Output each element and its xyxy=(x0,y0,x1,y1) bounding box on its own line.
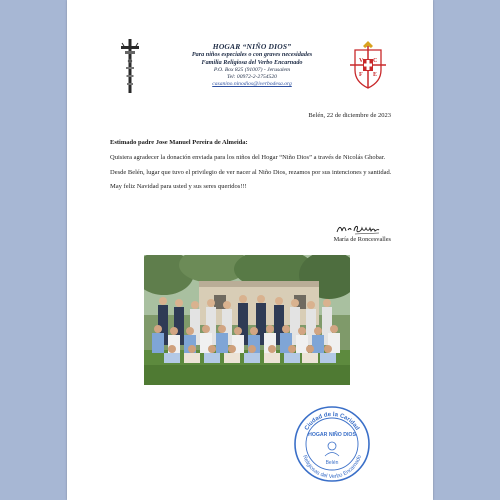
crest-letter-v: V xyxy=(359,58,364,64)
stamp-figure-icon xyxy=(325,442,339,456)
letter-page xyxy=(67,0,433,500)
crest-logo-icon xyxy=(347,40,389,90)
letterhead xyxy=(162,42,342,88)
svg-text:Ciudad de la Caridad xyxy=(304,412,360,432)
crest-letter-e: E xyxy=(373,72,378,78)
letter-paragraph: Quisiera agradecer la donación enviada para los niños del Hogar “Niño Dios” a través de Nicolás Ghobar. xyxy=(110,153,386,161)
institution-stamp xyxy=(292,404,372,484)
handwritten-signature xyxy=(335,222,381,236)
letterhead-congregation: Familia Religiosa del Verbo Encarnado xyxy=(201,59,303,67)
stamp-outer-text: Ciudad de la Caridad xyxy=(304,411,360,432)
signer-name: María de Roncesvalles xyxy=(333,236,391,243)
crest-letter-c: C xyxy=(373,58,378,64)
letterhead-po-box: P.O. Box 825 (91007) - Jerusalem xyxy=(213,66,291,73)
letterhead-subtitle: Para niños especiales o con graves necesidades xyxy=(191,51,313,59)
stamp-inner-text: HOGAR NIÑO DIOS xyxy=(308,432,356,438)
letter-paragraph: May feliz Navidad para usted y sus seres queridos!!! xyxy=(110,183,247,191)
group-photo xyxy=(144,255,350,385)
letterhead-title: HOGAR “NIÑO DIOS” xyxy=(212,42,292,51)
stamp-place-text: Belén xyxy=(325,460,339,466)
letter-date: Belén, 22 de diciembre de 2023 xyxy=(308,112,391,119)
letter-paragraph: Desde Belén, lugar que tuvo el privilegio de ver nacer al Niño Dios, rezamos por sus intenciones y santidad. xyxy=(110,168,392,176)
letterhead-phone: Tel: 00972-2-2754520 xyxy=(227,73,277,80)
cross-logo-icon xyxy=(119,37,141,95)
crest-letter-f: F xyxy=(359,72,363,78)
letterhead-email-link[interactable]: casanino.ninodios@iverbodesa.org xyxy=(212,80,292,87)
letter-body xyxy=(110,139,395,198)
stamp-bottom-text: Religiosas del Verbo Encarnado xyxy=(301,454,363,481)
letter-salutation: Estimado padre Jose Manuel Pereira de Almeida: xyxy=(110,139,248,146)
